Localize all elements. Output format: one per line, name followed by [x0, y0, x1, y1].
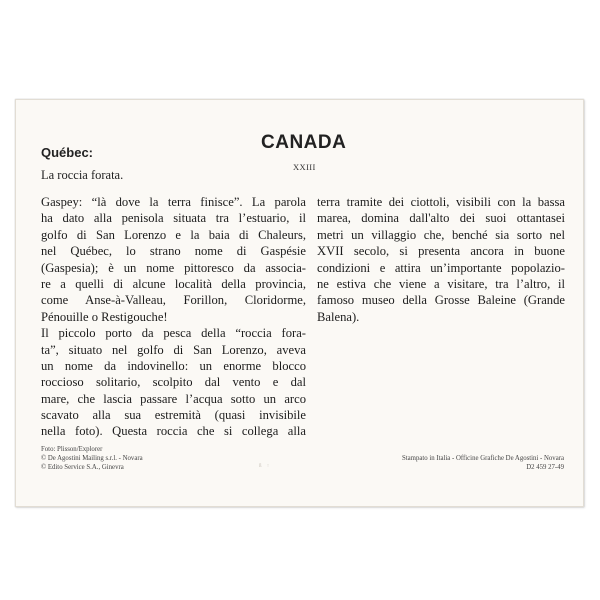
credits — [41, 445, 143, 472]
text-line: golfo di San Lorenzo e la baia di Chaleurs, — [41, 227, 306, 242]
text-line: Gaspey: “là dove la terra finisce”. La parola — [41, 195, 306, 209]
credit-line: Foto: Plisson/Explorer — [41, 446, 103, 453]
text-line: Balena). — [317, 309, 360, 324]
text-line: condizioni e attira un’importante popolazio- — [317, 260, 565, 275]
text-line: famoso museo della Grosse Baleine (Grande — [317, 293, 565, 308]
credit-line: © Edito Service S.A., Ginevra — [41, 464, 124, 471]
card-number: XXIII — [293, 162, 316, 172]
text-line: mare, che lascia passare l’acqua sotto un arco — [41, 391, 306, 406]
credit-line: © De Agostini Mailing s.r.l. - Novara — [41, 455, 143, 462]
text-line: roccioso solitario, scolpito dal vento e dal — [41, 375, 306, 390]
code-line: D2 459 27-49 — [526, 464, 564, 471]
printer-info — [368, 454, 564, 472]
text-line: nella foto). Questa roccia che si collega alla — [41, 424, 306, 439]
text-line: (Gaspesia); è un nome pittoresco da associa- — [41, 260, 306, 275]
text-line: scavato alla sua estremità (quasi invisibile — [41, 408, 306, 423]
body-right-column — [317, 194, 565, 325]
printer-line: Stampato in Italia - Officine Grafiche De Agostini - Novara — [401, 455, 564, 462]
text-line: come Anse-à-Valleau, Forillon, Cloridorme, — [41, 293, 306, 308]
postcard — [15, 99, 584, 507]
text-line: Pénouille o Restigouche! — [41, 309, 168, 324]
country-title: CANADA — [261, 132, 347, 153]
text-line: ha dato alla penisola situata tra l’estuario, il — [41, 211, 306, 226]
text-line: Il piccolo porto da pesca della “roccia fora- — [41, 326, 306, 341]
region-heading: Québec: — [41, 145, 94, 160]
text-line: metri un villaggio che, benché sia sorto nel — [317, 227, 565, 242]
text-line: nel Québec, lo strano nome di Gaspésie — [41, 244, 306, 259]
text-line: un nome da indovinello: un enorme blocco — [41, 358, 306, 373]
subject-line: La roccia forata. — [41, 168, 124, 182]
text-line: re a quelli di alcune località della provincia, — [41, 276, 306, 291]
print-mark: ß ↑ — [259, 464, 272, 469]
body-left-column — [41, 194, 306, 440]
text-line: terra tramite dei ciottoli, visibili con la bassa — [317, 195, 565, 209]
text-line: ta”, situato nel golfo di San Lorenzo, aveva — [41, 342, 306, 357]
text-line: ne estiva che viene a visitare, tra l’altro, il — [317, 276, 565, 291]
text-line: XVII secolo, si presenta ancora in buone — [317, 244, 565, 259]
text-line: marea, domina dall'alto dei suoi ottantasei — [317, 211, 565, 226]
